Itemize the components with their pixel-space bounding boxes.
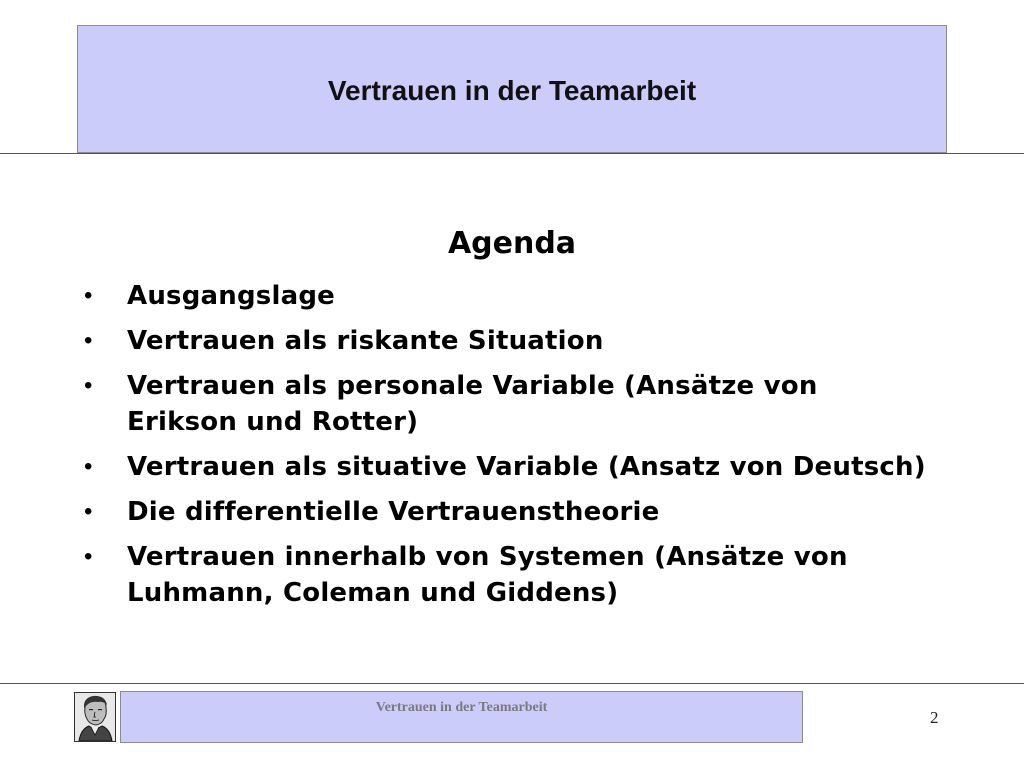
agenda-item [84,539,934,611]
agenda-item [84,494,934,530]
agenda-item [84,368,934,440]
footer-title: Vertrauen in der Teamarbeit [375,700,548,715]
bullet-icon: • [84,372,93,399]
agenda-item [84,278,934,314]
agenda-list [84,278,934,620]
bullet-icon: • [84,327,93,354]
agenda-item-text: Vertrauen innerhalb von Systemen (Ansätze von Luhmann, Coleman und Giddens) [127,542,848,608]
title-box [77,25,947,153]
agenda-item [84,323,934,359]
agenda-item-text: Vertrauen als riskante Situation [127,326,604,356]
bullet-icon: • [84,282,93,309]
bullet-icon: • [84,498,93,525]
bullet-icon: • [84,543,93,570]
bottom-divider [0,683,1024,684]
top-divider [0,153,1024,154]
agenda-item-text: Die differentielle Vertrauenstheorie [127,497,660,527]
agenda-item [84,449,934,485]
page-number: 2 [930,708,939,727]
agenda-item-text: Vertrauen als situative Variable (Ansatz von Deutsch) [127,452,926,482]
slide-title: Vertrauen in der Teamarbeit [327,74,697,106]
agenda-item-text: Ausgangslage [127,281,335,311]
agenda-item-text: Vertrauen als personale Variable (Ansätze von Erikson und Rotter) [127,371,818,437]
bullet-icon: • [84,453,93,480]
portrait-logo-icon [74,692,116,742]
agenda-heading: Agenda [447,226,577,261]
footer-box [120,691,803,743]
